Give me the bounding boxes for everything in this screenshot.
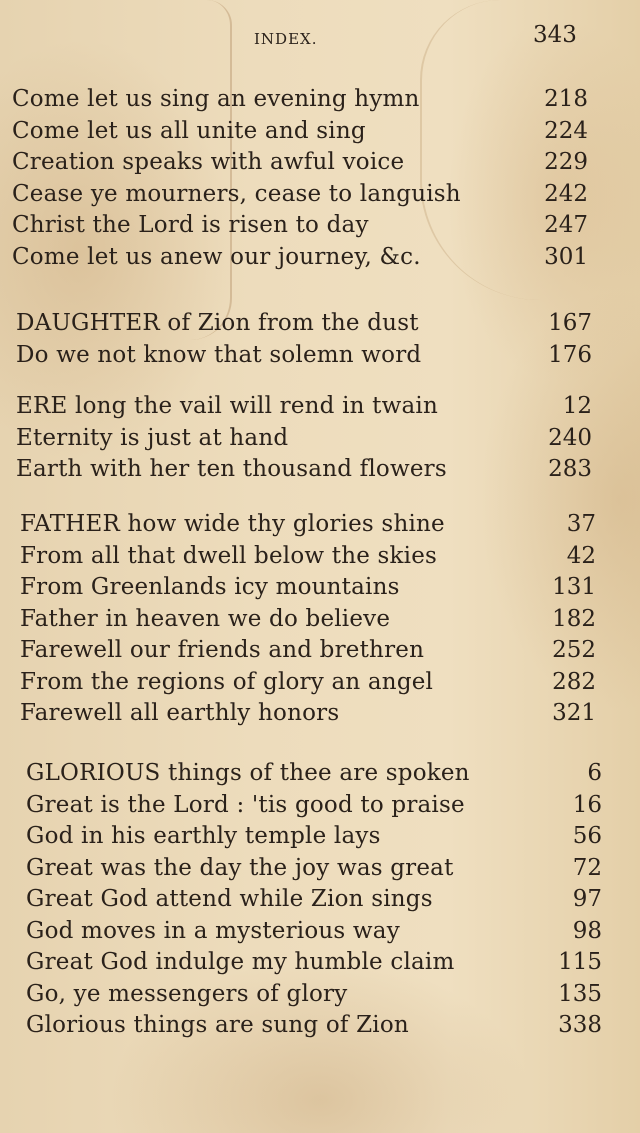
hymn-title: From the regions of glory an angel: [20, 668, 434, 695]
hymn-page: 247: [544, 212, 588, 238]
index-entry: [26, 792, 602, 824]
hymn-page: 42: [566, 542, 596, 569]
index-entry: [20, 543, 596, 575]
hymn-page: 167: [548, 310, 592, 336]
index-entry: [12, 181, 588, 213]
hymn-page: 229: [544, 149, 588, 175]
hymn-title: Great God indulge my humble claim: [26, 949, 455, 975]
hymn-page: 12: [562, 393, 592, 419]
index-entry: [20, 574, 596, 606]
hymn-page: 131: [552, 574, 596, 600]
hymn-title: From all that dwell below the skies: [20, 542, 438, 569]
hymn-title: Great is the Lord : 'tis good to praise: [26, 791, 465, 818]
hymn-page: 115: [558, 949, 602, 975]
index-section-g: [26, 760, 602, 1044]
hymn-page: 301: [544, 243, 588, 270]
index-entry: [12, 212, 588, 244]
index-entry: [16, 425, 592, 457]
hymn-page: 218: [544, 86, 588, 112]
hymn-page: 242: [544, 180, 588, 207]
index-entry: [20, 637, 596, 669]
hymn-page: 176: [548, 341, 592, 368]
index-section-f: [20, 511, 596, 732]
hymn-title: Great was the day the joy was great: [26, 854, 454, 881]
hymn-title: Cease ye mourners, cease to languish: [12, 180, 461, 207]
running-head: INDEX.: [254, 30, 318, 48]
index-entry: [16, 310, 592, 342]
page-header: [0, 22, 640, 52]
hymn-title: God moves in a mysterious way: [26, 917, 400, 944]
hymn-title: Come let us sing an evening hymn: [12, 86, 420, 112]
index-entry: [12, 118, 588, 150]
hymn-title: Christ the Lord is risen to day: [12, 212, 369, 238]
hymn-page: 56: [572, 823, 602, 849]
hymn-page: 135: [558, 980, 602, 1007]
hymn-page: 97: [572, 886, 602, 912]
hymn-page: 37: [566, 511, 596, 537]
index-entry: [26, 918, 602, 950]
hymn-page: 72: [572, 854, 602, 881]
index-entry: [26, 949, 602, 981]
index-entry: [26, 855, 602, 887]
index-section-c: [12, 86, 588, 275]
index-section-d: [16, 310, 592, 373]
hymn-page: 282: [552, 668, 596, 695]
hymn-title: Earth with her ten thousand flowers: [16, 456, 447, 482]
hymn-page: 16: [572, 791, 602, 818]
index-entry: [12, 86, 588, 118]
hymn-page: 283: [548, 456, 592, 482]
page-number: 343: [533, 22, 577, 48]
hymn-title: Do we not know that solemn word: [16, 341, 422, 368]
hymn-page: 98: [572, 917, 602, 944]
hymn-title: Creation speaks with awful voice: [12, 149, 405, 175]
index-entry: [16, 342, 592, 374]
index-entry: [20, 606, 596, 638]
hymn-title: Glorious things are sung of Zion: [26, 1012, 409, 1038]
hymn-page: 182: [552, 605, 596, 632]
hymn-title: Farewell our friends and brethren: [20, 637, 425, 663]
index-entry: [20, 669, 596, 701]
index-entry: [26, 1012, 602, 1044]
hymn-title: GLORIOUS things of thee are spoken: [26, 760, 470, 786]
hymn-title: God in his earthly temple lays: [26, 823, 381, 849]
hymn-page: 240: [548, 424, 592, 451]
index-section-e: [16, 393, 592, 488]
hymn-title: From Greenlands icy mountains: [20, 574, 400, 600]
index-entry: [12, 149, 588, 181]
hymn-title: Go, ye messengers of glory: [26, 980, 348, 1007]
hymn-title: DAUGHTER of Zion from the dust: [16, 310, 419, 336]
hymn-title: Come let us anew our journey, &c.: [12, 243, 421, 270]
hymn-title: Eternity is just at hand: [16, 424, 289, 451]
index-entry: [12, 244, 588, 276]
hymn-title: Farewell all earthly honors: [20, 700, 340, 726]
hymn-title: FATHER how wide thy glories shine: [20, 511, 445, 537]
index-entry: [16, 456, 592, 488]
index-entry: [26, 981, 602, 1013]
index-entry: [20, 511, 596, 543]
index-entry: [20, 700, 596, 732]
hymn-title: ERE long the vail will rend in twain: [16, 393, 438, 419]
hymn-title: Father in heaven we do believe: [20, 605, 391, 632]
hymn-title: Great God attend while Zion sings: [26, 886, 433, 912]
index-entry: [26, 886, 602, 918]
hymn-page: 252: [552, 637, 596, 663]
index-entry: [16, 393, 592, 425]
index-entry: [26, 823, 602, 855]
hymn-page: 338: [558, 1012, 602, 1038]
hymn-page: 6: [587, 760, 602, 786]
index-entry: [26, 760, 602, 792]
hymn-title: Come let us all unite and sing: [12, 117, 366, 144]
hymn-page: 321: [552, 700, 596, 726]
hymn-page: 224: [544, 117, 588, 144]
